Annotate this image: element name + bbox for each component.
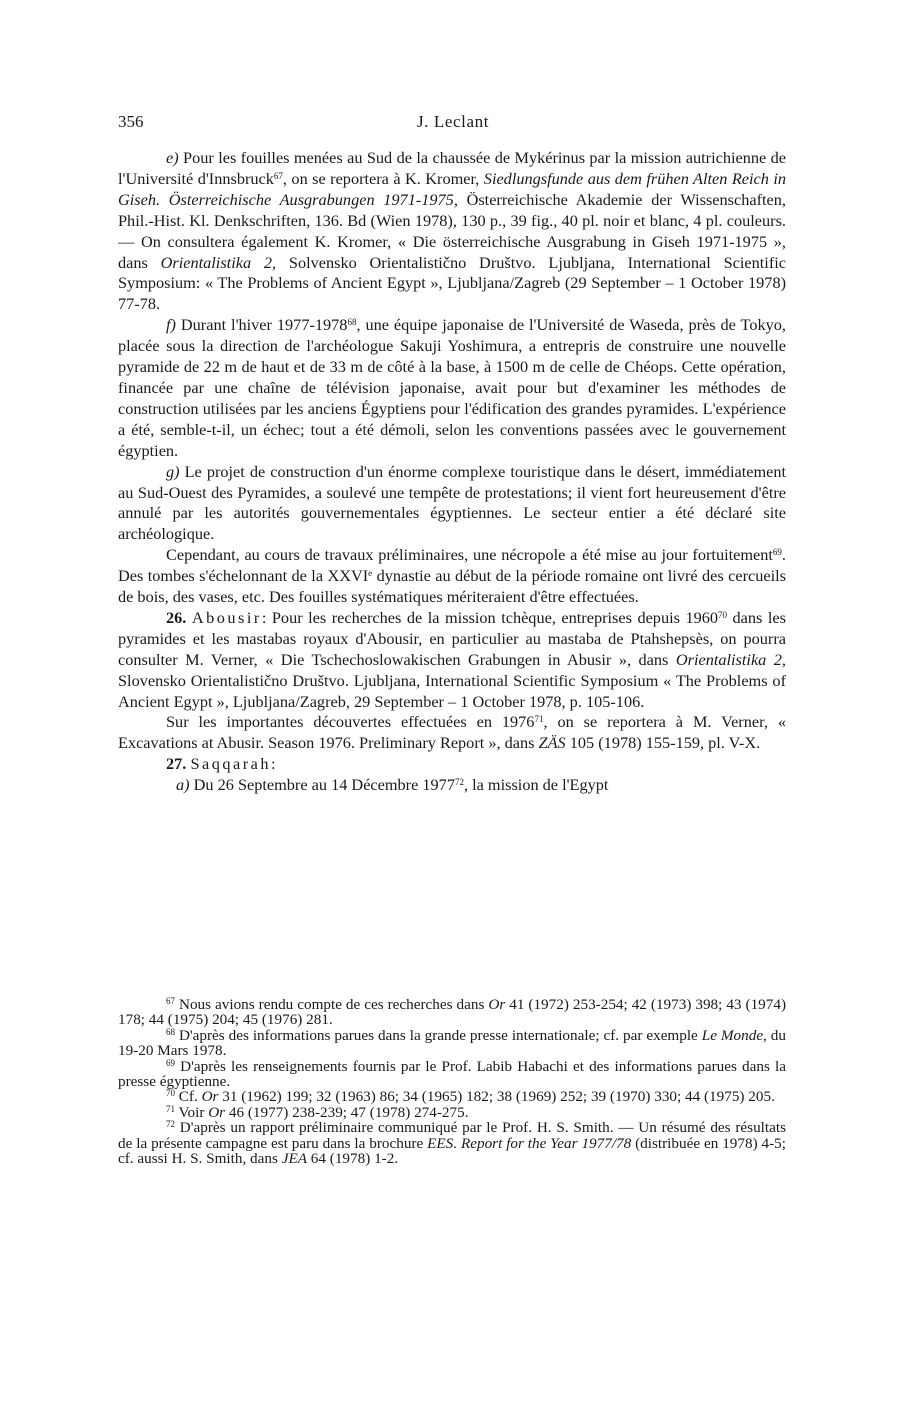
text: Sur les importantes découvertes effectuées en 1976 (166, 712, 535, 732)
text: : (271, 754, 276, 774)
footnote-67 (118, 997, 786, 1028)
text: Slovensko Orientalistično Društvo. Ljubljana, International Scientific Symposium « The Problems of Ancient Egypt », Ljubljana/Zagreb, 29 September – 1 October 1978, p. 105-106. (118, 670, 786, 711)
footnote-number: 69 (166, 1057, 175, 1068)
text: D'après des informations parues dans la grande presse internationale; cf. par exemple (175, 1026, 702, 1044)
footnote-ref: 70 (718, 609, 728, 620)
section-number: 27. (166, 754, 187, 774)
text: Cependant, au cours de travaux préliminaires, une nécropole a été mise au jour fortuitement (166, 545, 773, 565)
footnote-68 (118, 1028, 786, 1059)
text: dynastie au début de la période romaine ont livré des cercueils de bois, des vases, etc. Des fouilles systématiques mériteraient d'être effectuées. (118, 566, 786, 607)
footnotes (118, 997, 786, 1166)
text: 46 (1977) 238-239; 47 (1978) 274-275. (225, 1103, 469, 1121)
paragraph-cependant (118, 545, 786, 608)
footnote-number: 67 (166, 996, 175, 1006)
item-marker: g) (166, 461, 180, 481)
text: D'après les renseignements fournis par le Prof. Labib Habachi et des informations parues dans la presse égyptienne. (118, 1057, 786, 1091)
citation-title: Orientalistika 2, (675, 649, 786, 669)
text: Solvensko Orientalistično Društvo. Ljubljana, International Scientific Symposium: « The Problems of Ancient Egypt », Ljubljana/Zagreb (29 September – 1 October 1978) 77-78. (118, 252, 786, 314)
text: , la mission de l'Egypt (463, 775, 609, 795)
item-marker: a) (176, 775, 190, 795)
text: D'après un rapport préliminaire communiqué par le Prof. H. S. Smith. — Un résumé des résultats de la présente campagne est paru dans la brochure (118, 1119, 786, 1152)
text: Österreichische Akademie der Wissenschaften, Phil.-Hist. Kl. Denkschriften, 136. Bd (Wien 1978), 130 p., 39 fig., 40 pl. noir et blanc, 4 pl. couleurs. — On consultera également K. Kromer, « Die österreichische Ausgrabung in Giseh 1971-1975 », dans (118, 189, 786, 272)
text: Durant l'hiver 1977-1978 (175, 315, 348, 335)
text: : Pour les recherches de la mission tchèque, entreprises depuis 1960 (261, 607, 719, 627)
text: , on se reportera à M. Verner, « Excavations at Abusir. Season 1976. Preliminary Report », dans (118, 712, 786, 753)
journal-abbrev: Or (488, 996, 506, 1013)
text: (distribuée en 1978) 4-5; cf. aussi H. S. Smith, dans (118, 1134, 786, 1168)
text: Pour les fouilles menées au Sud de la chaussée de Mykérinus par la mission autrichienne de l'Université d'Innsbruck (118, 148, 786, 188)
text: 31 (1962) 199; 32 (1963) 86; 34 (1965) 182; 38 (1969) 252; 39 (1970) 330; 44 (1975) 205. (218, 1088, 775, 1106)
site-name: Saqqarah (190, 754, 272, 774)
paragraph-e (118, 148, 786, 315)
text: , une équipe japonaise de l'Université de Waseda, près de Tokyo, placée sous la direction de l'archéologue Sakuji Yoshimura, a entrepris de construire une nouvelle pyramide de 22 m de haut et de 33 m de côté à la base, à 1500 m de celle de Chéops. Cette opération, financée par une chaîne de télévision japonaise, avait pour but d'examiner les méthodes de construction utilisées par les anciens Égyptiens pour l'édification des grandes pyramides. L'expérience a été, semble-t-il, un échec; tout a été démoli, selon les conventions passées avec le gouvernement égyptien. (118, 315, 786, 460)
section-26 (118, 608, 786, 713)
journal-abbrev: Or (208, 1103, 226, 1121)
text: 64 (1978) 1-2. (307, 1150, 399, 1168)
journal-abbrev: JEA (281, 1150, 307, 1168)
footnote-ref: 68 (347, 317, 357, 328)
paragraph-g (118, 462, 786, 546)
paragraph-f (118, 315, 786, 461)
citation-title: Siedlungsfunde aus dem frühen Alten Reich in Giseh. Österreichische Ausgrabungen 1971-1975, (118, 168, 786, 209)
superscript: e (368, 568, 373, 579)
text: Le projet de construction d'un énorme complexe touristique dans le désert, immédiatement au Sud-Ouest des Pyramides, a soulevé une tempête de protestations; il vient fort heureusement d'être annulé par les autorités gouvernementales égyptiennes. Le secteur entier a été déclaré site archéologique. (118, 461, 786, 544)
text: Nous avions rendu compte de ces recherches dans (175, 996, 489, 1013)
text: 105 (1978) 155-159, pl. V-X. (565, 733, 761, 753)
citation-title: Orientalistika 2, (160, 252, 277, 272)
paragraph-a (118, 775, 786, 796)
citation-title: ZÄS (538, 733, 566, 753)
footnote-ref: 67 (273, 170, 283, 181)
footnote-number: 72 (166, 1119, 175, 1130)
running-head: J. Leclant (416, 112, 490, 131)
main-text (118, 148, 786, 796)
paragraph-abusir-1976 (118, 712, 786, 754)
text: 41 (1972) 253-254; 42 (1973) 398; 43 (1974) 178; 44 (1975) 204; 45 (1976) 281. (118, 996, 787, 1029)
text: Voir (175, 1103, 209, 1121)
footnote-ref: 71 (534, 714, 544, 725)
text: Cf. (175, 1088, 202, 1106)
footnote-69 (118, 1059, 786, 1090)
site-name: Abousir (191, 607, 262, 627)
text: dans les pyramides et les mastabas royaux d'Abousir, en particulier au mastaba de Ptahshepsès, on pourra consulter M. Verner, « Die Tschechoslowakischen Grabungen in Abusir », dans (118, 607, 786, 669)
footnote-70 (118, 1089, 786, 1104)
item-marker: e) (166, 148, 179, 167)
section-27 (118, 754, 786, 775)
footnote-number: 68 (166, 1026, 175, 1037)
footnote-ref: 72 (454, 777, 464, 788)
journal-abbrev: EES. Report for the Year 1977/78 (427, 1134, 632, 1152)
footnote-72 (118, 1120, 786, 1166)
journal-abbrev: Le Monde, (701, 1026, 767, 1044)
text: . Des tombes s'échelonnant de la XXVI (118, 545, 786, 586)
journal-abbrev: Or (201, 1088, 219, 1106)
footnote-number: 70 (166, 1088, 175, 1099)
text: , on se reportera à K. Kromer, (282, 168, 484, 188)
footnote-ref: 69 (772, 547, 782, 558)
section-number: 26. (166, 607, 187, 627)
text: du 19-20 Mars 1978. (118, 1026, 786, 1060)
footnote-71 (118, 1105, 786, 1120)
item-marker: f) (166, 315, 176, 335)
footnote-number: 71 (166, 1103, 175, 1114)
page-number: 356 (118, 112, 144, 131)
text: Du 26 Septembre au 14 Décembre 1977 (189, 775, 455, 795)
